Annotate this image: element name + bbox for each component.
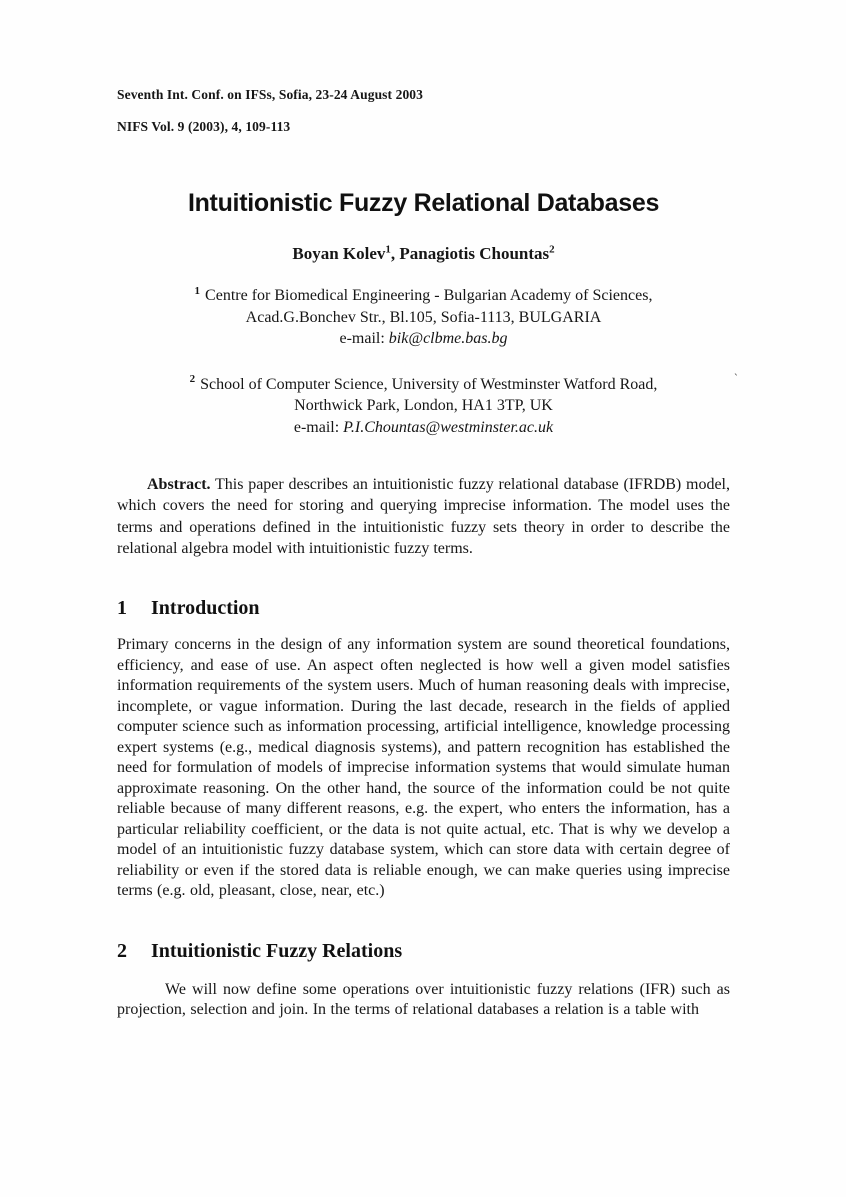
section-1-title: Introduction <box>151 597 260 620</box>
affiliation-1-address: Acad.G.Bonchev Str., Bl.105, Sofia-1113, BULGARIA <box>245 308 602 326</box>
section-2-heading <box>117 939 730 963</box>
affiliation-2-marker: 2 <box>189 373 196 386</box>
author-2-name: Panagiotis Chountas <box>399 244 550 263</box>
affiliation-1-email: bik@clbme.bas.bg <box>388 330 508 347</box>
scan-artifact-mark: ` <box>731 370 739 386</box>
section-1-paragraph: Primary concerns in the design of any information system are sound theoretical foundations, efficiency, and ease of use. An aspect often neglected is how well a given model satisfies information requirements of the system users. Much of human reasoning deals with imprecise, incomplete, or vague information. During the last decade, research in the fields of applied computer science such as information processing, artificial intelligence, knowledge processing expert systems (e.g., medical diagnosis systems), and pattern recognition has established the need for formulation of models of imprecise information systems that would simulate human approximate reasoning. On the other hand, the source of the information could be not quite reliable because of many different reasons, e.g. the expert, who enters the information, has a particular reliability coefficient, or the data is not quite actual, etc. That is why we develop a model of an intuitionistic fuzzy database system, which can store data with certain degree of reliability or even if the stored data is reliable enough, we can make queries using imprecise terms (e.g. old, pleasant, close, near, etc.) <box>117 636 730 900</box>
section-2-number: 2 <box>117 939 127 962</box>
affiliation-1-line-1 <box>117 285 730 307</box>
section-1-heading <box>117 596 730 620</box>
affiliation-1-institution: Centre for Biomedical Engineering - Bulgarian Academy of Sciences, <box>205 287 653 304</box>
affiliation-2-email: P.I.Chountas@westminster.ac.uk <box>343 418 554 436</box>
section-2-paragraph: We will now define some operations over intuitionistic fuzzy relations (IFR) such as projection, selection and join. In the terms of relational databases a relation is a table with <box>117 980 730 1019</box>
running-header-journal-ref: NIFS Vol. 9 (2003), 4, 109-113 <box>117 119 291 134</box>
affiliation-2-email-line <box>117 417 730 439</box>
running-header-conference: Seventh Int. Conf. on IFSs, Sofia, 23-24 August 2003 <box>117 87 424 102</box>
affiliation-2-line-1 <box>117 374 730 396</box>
affiliation-1-email-line <box>117 328 730 350</box>
affiliation-1-marker: 1 <box>194 284 201 297</box>
affiliation-1 <box>117 285 730 350</box>
section-1-number: 1 <box>117 597 127 620</box>
section-2-title: Intuitionistic Fuzzy Relations <box>151 939 403 962</box>
page-content <box>117 0 730 1021</box>
authors-separator: , <box>390 244 396 263</box>
email-label: e-mail: <box>339 330 385 347</box>
author-1-name: Boyan Kolev <box>292 244 386 263</box>
abstract-label: Abstract. <box>147 476 211 493</box>
affiliation-2-institution: School of Computer Science, University of Westminster Watford Road, <box>200 375 658 393</box>
authors-line <box>117 243 730 265</box>
email-label: e-mail: <box>293 418 340 436</box>
abstract-paragraph <box>117 474 730 559</box>
abstract-text: This paper describes an intuitionistic fuzzy relational database (IFRDB) model, which covers the need for storing and querying imprecise information. The model uses the terms and operations defined in the intuitionistic fuzzy sets theory in order to describe the relational algebra model with intuitionistic fuzzy terms. <box>117 476 730 557</box>
author-2-affiliation-marker: 2 <box>549 243 555 256</box>
author-1-affiliation-marker: 1 <box>385 243 391 256</box>
affiliation-2-address: Northwick Park, London, HA1 3TP, UK <box>294 397 553 414</box>
affiliation-2 <box>117 374 730 439</box>
paper-title: Intuitionistic Fuzzy Relational Databases <box>187 189 660 217</box>
